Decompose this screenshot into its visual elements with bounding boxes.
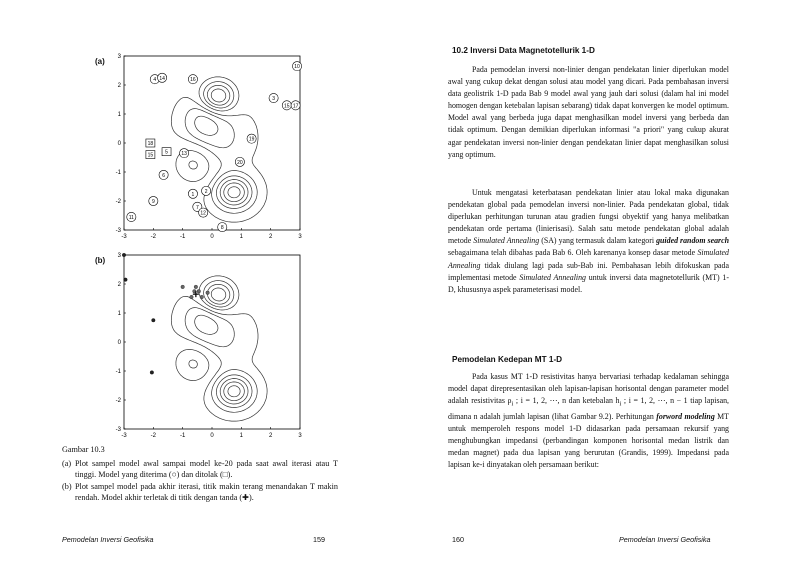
right-footer-title: Pemodelan Inversi Geofisika — [619, 535, 711, 544]
caption-b-text: Plot sampel model pada akhir iterasi, titik makin terang menandakan T makin rendah. Model akhir terletak di titik dengan tanda (✚). — [75, 482, 338, 503]
svg-text:18: 18 — [147, 141, 154, 147]
para2-text-2: (SA) yang termasuk dalam kategori — [539, 236, 657, 246]
x-tick-label: 3 — [298, 433, 302, 439]
sample-point — [150, 371, 154, 375]
para2-text-4: tidak diulang lagi pada sub-Bab ini. Pembahasan lebih difokuskan pada implementasi metode — [448, 260, 729, 282]
sample-point — [194, 285, 198, 289]
contour-line — [224, 183, 245, 202]
rejected-model-marker — [146, 151, 155, 159]
caption-a-text: Plot sampel model awal sampai model ke-20 pada saat awal iterasi atau T tinggi. Model yang diterima (○) dan ditolak (□). — [75, 458, 338, 479]
sample-point — [181, 285, 185, 289]
subsection-heading: Pemodelan Kedepan MT 1-D — [452, 355, 563, 364]
accepted-model-marker — [291, 101, 300, 110]
accepted-model-marker — [218, 223, 227, 232]
x-tick-label: -1 — [179, 234, 186, 240]
para2-term-sa-2: Simulated Annealing — [448, 248, 729, 270]
svg-text:19: 19 — [248, 136, 255, 143]
accepted-model-marker — [180, 149, 189, 158]
x-tick-label: 2 — [268, 433, 273, 439]
x-tick-label: 0 — [210, 234, 214, 240]
svg-text:12: 12 — [200, 210, 206, 217]
svg-text:2: 2 — [204, 188, 208, 195]
accepted-model-marker — [292, 62, 301, 71]
y-tick-label: -2 — [115, 199, 121, 205]
right-page-number: 160 — [452, 535, 464, 544]
svg-text:5: 5 — [165, 149, 168, 156]
svg-text:11: 11 — [128, 214, 134, 221]
rejected-model-marker — [146, 139, 155, 147]
caption-item-b — [62, 482, 338, 504]
x-tick-label: -2 — [150, 234, 157, 240]
x-tick-label: -3 — [121, 234, 127, 240]
sample-point — [124, 278, 128, 282]
rejected-model-marker — [162, 148, 171, 156]
y-tick-label: 1 — [117, 311, 121, 317]
plot-frame — [124, 255, 300, 429]
accepted-model-marker — [202, 186, 211, 195]
para2-term-sa-3: Simulated Annealing — [519, 272, 586, 282]
contour-line — [228, 187, 240, 198]
para2-text-1: Untuk mengatasi keterbatasan pendekatan linier atau lokal maka digunakan pendekatan global pada pemodelan inversi non-linier. Pada pendekatan global, tidak diperlukan perhitungan turunan atau gradien fungsi obyektif yang hanya melibatkan pendekatan orde pertama (linierisasi). Salah satu metode pendekatan global adalah metode — [448, 188, 729, 246]
x-tick-label: 0 — [210, 433, 214, 439]
contour-line — [195, 315, 252, 407]
left-footer-title: Pemodelan Inversi Geofisika — [62, 535, 154, 544]
svg-text:16: 16 — [190, 77, 196, 84]
contour-line — [211, 89, 226, 102]
x-tick-label: 3 — [298, 234, 302, 240]
accepted-model-marker — [235, 157, 244, 166]
contour-line — [228, 386, 240, 397]
contour-line — [220, 379, 248, 405]
contour-line — [211, 288, 226, 301]
para3-text-1: Pada kasus MT 1-D resistivitas hanya bervariasi terhadap kedalaman sehingga model dapat direpresentasikan oleh lapisan-lapisan horisontal dengan parameter model adalah resistivitas ρ — [448, 372, 729, 406]
caption-title: Gambar 10.3 — [62, 445, 105, 454]
para2-term-grs: guided random search — [656, 236, 729, 246]
svg-text:1: 1 — [191, 191, 195, 198]
y-tick-label: 3 — [117, 253, 121, 259]
svg-text:4: 4 — [153, 77, 157, 84]
para3-sub-1: i — [511, 400, 514, 408]
accepted-model-marker — [149, 196, 158, 205]
x-tick-label: -2 — [150, 433, 157, 439]
y-tick-label: 1 — [117, 112, 121, 118]
svg-text:3: 3 — [272, 96, 275, 103]
svg-text:9: 9 — [151, 199, 155, 205]
svg-text:20: 20 — [237, 159, 243, 166]
y-tick-label: 0 — [117, 340, 121, 346]
para2-text-5: untuk inversi data magnetotellurik (MT) 1-D, khususnya aspek parameterisasi model. — [448, 272, 729, 294]
accepted-model-marker — [159, 170, 168, 179]
panel-a-label: (a) — [95, 57, 105, 66]
contour-plot-b — [108, 249, 308, 441]
x-tick-label: 1 — [239, 433, 244, 439]
y-tick-label: 2 — [117, 83, 121, 89]
sample-point — [190, 295, 194, 299]
accepted-model-marker — [282, 101, 291, 110]
para2-text-3: sebagaimana telah dibahas pada Bab 6. Oleh karenanya konsep dasar metode — [448, 248, 698, 258]
x-tick-label: 2 — [268, 234, 273, 240]
y-tick-label: -3 — [115, 427, 121, 433]
svg-text:6: 6 — [162, 172, 165, 179]
y-tick-label: 0 — [117, 141, 121, 147]
section-heading: 10.2 Inversi Data Magnetotellurik 1-D — [452, 46, 595, 55]
caption-b-marker: (b) — [62, 482, 72, 492]
accepted-model-marker — [247, 134, 256, 143]
contour-line — [220, 180, 248, 206]
sample-point — [197, 289, 201, 293]
sample-point — [200, 295, 204, 299]
paragraph-1: Pada pemodelan inversi non-linier dengan pendekatan linier diperlukan model awal yang cukup dekat dengan solusi atau model yang dicari. Pada pembahasan inversi data geolistrik 1-D pada Bab 9 model awal yang jauh dari solusi (dalam hal ini model homogen dengan ketebalan lapisan sebarang) tidak dapat konvergen ke model optimum. Model awal yang berbeda juga dapat menghasilkan model inversi yang berbeda dan tidak optimum. Dengan demikian diperlukan informasi "a priori" yang cukup akurat agar pendekatan inversi non-linier dengan pendekatan linier dapat menghasilkan solusi yang optimum. — [448, 65, 729, 159]
sample-point — [206, 291, 210, 295]
figure-caption — [62, 445, 338, 506]
para2-term-sa: Simulated Annealing — [473, 236, 540, 246]
contour-line — [224, 382, 245, 401]
y-tick-label: 3 — [117, 54, 121, 60]
left-page-number: 159 — [313, 535, 325, 544]
contour-plot-a — [108, 50, 308, 242]
panel-b-label: (b) — [95, 256, 106, 265]
svg-text:13: 13 — [181, 151, 187, 158]
y-tick-label: -1 — [115, 369, 121, 375]
para3-sub-2: i — [619, 400, 622, 408]
svg-text:15: 15 — [284, 103, 290, 110]
accepted-model-marker — [127, 212, 136, 221]
sample-point — [122, 253, 126, 257]
right-page — [400, 0, 800, 565]
accepted-model-marker — [269, 93, 278, 102]
accepted-model-marker — [158, 73, 167, 82]
caption-a-marker: (a) — [62, 458, 72, 468]
svg-text:10: 10 — [294, 64, 300, 71]
accepted-model-marker — [188, 75, 197, 84]
svg-text:15: 15 — [147, 152, 154, 159]
para3-text-4: MT untuk memperoleh respons model 1-D didasarkan pada persamaan rekursif yang menghubungkan impedansi (perbandingan komponen horisontal medan listrik dan medan magnet) pada dua lapisan yang berurutan (Grandis, 1999). Impedansi pada lapisan ke-i dinyatakan oleh persamaan berikut: — [448, 411, 729, 470]
y-tick-label: -1 — [115, 170, 121, 176]
x-tick-label: -1 — [179, 433, 186, 439]
accepted-model-marker — [199, 208, 208, 217]
para3-text-2: ; i = 1, 2, ⋯, n dan ketebalan h — [513, 396, 620, 406]
para3-term-forward: forword modeling — [656, 411, 715, 421]
x-tick-label: -3 — [121, 433, 127, 439]
y-tick-label: -3 — [115, 228, 121, 234]
svg-text:8: 8 — [220, 225, 224, 232]
sample-point — [152, 318, 156, 322]
caption-item-a — [62, 459, 338, 481]
svg-text:7: 7 — [195, 204, 199, 211]
y-tick-label: -2 — [115, 398, 121, 404]
accepted-model-marker — [188, 189, 197, 198]
svg-text:17: 17 — [292, 103, 299, 110]
para3-text-3: ; i = 1, 2, ⋯, n − 1 tiap lapisan, dimana n adalah jumlah lapisan (lihat Gambar 9.2). Perhitungan — [448, 396, 729, 421]
paragraph-3 — [448, 371, 729, 471]
svg-text:14: 14 — [159, 75, 165, 82]
y-tick-label: 2 — [117, 282, 121, 288]
paragraph-2 — [448, 187, 729, 296]
x-tick-label: 1 — [239, 234, 244, 240]
